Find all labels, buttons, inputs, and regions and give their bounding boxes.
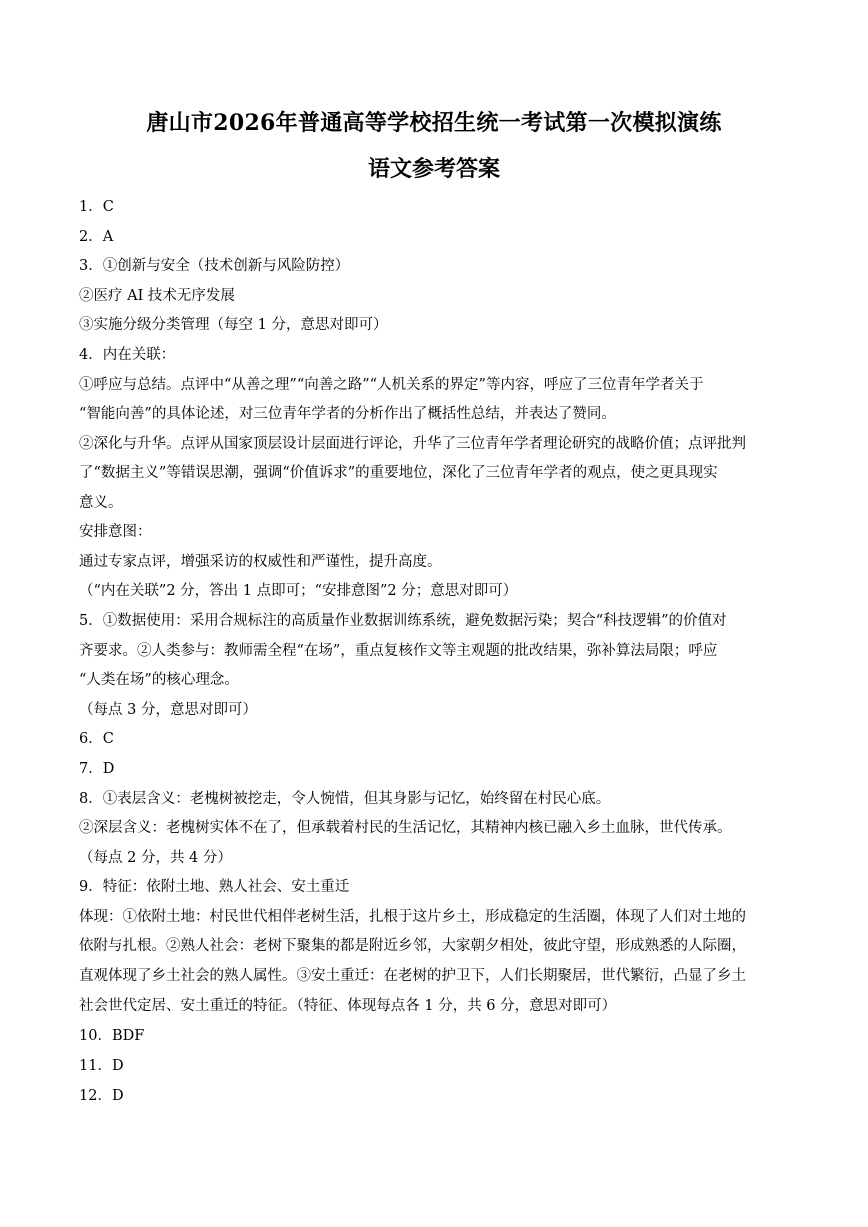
answer-5-scoring: （每点 3 分，意思对即可）: [79, 702, 257, 718]
answer-8-line-2: ②深层含义：老槐树实体不在了，但承载着村民的生活记忆，其精神内核已融入乡土血脉，世代传承。: [79, 820, 732, 836]
answer-11: 11．D: [79, 1058, 124, 1074]
answer-5: 5．①数据使用：采用合规标注的高质量作业数据训练系统，避免数据污染；契合“科技逻辑”的价值对: [79, 613, 727, 629]
answer-3-line-2: ②医疗 AI 技术无序发展: [79, 288, 235, 304]
answer-2: 2．A: [79, 229, 114, 245]
answer-5-line-2: 齐要求。②人类参与：教师需全程“在场”，重点复核作文等主观题的批改结果，弥补算法局限；呼应: [79, 643, 718, 659]
answer-9-line-2: 体现：①依附土地：村民世代相伴老树生活，扎根于这片乡土，形成稳定的生活圈，体现了人们对土地的: [79, 909, 746, 925]
answer-4-line-8: 通过专家点评，增强采访的权威性和严谨性，提升高度。: [79, 554, 442, 570]
answer-4-line-5: 了“数据主义”等错误思潮，强调“价值诉求”的重要地位，深化了三位青年学者的观点，使之更具现实: [79, 465, 718, 481]
answer-8: 8．①表层含义：老槐树被挖走，令人惋惜，但其身影与记忆，始终留在村民心底。: [79, 791, 611, 807]
answer-10: 10．BDF: [79, 1028, 145, 1044]
answer-3-line-3: ③实施分级分类管理（每空 1 分，意思对即可）: [79, 317, 388, 333]
answer-4-line-3: “智能向善”的具体论述，对三位青年学者的分析作出了概括性总结，并表达了赞同。: [79, 406, 616, 422]
answer-4-scoring: （“内在关联”2 分，答出 1 点即可；“安排意图”2 分；意思对即可）: [79, 583, 518, 599]
answer-9: 9．特征：依附土地、熟人社会、安土重迁: [79, 879, 350, 895]
answer-4-line-4: ②深化与升华。点评从国家顶层设计层面进行评论，升华了三位青年学者理论研究的战略价值；点评批判: [79, 436, 746, 452]
answer-7: 7．D: [79, 761, 115, 777]
document-title: 唐山市2026年普通高等学校招生统一考试第一次模拟演练: [146, 110, 722, 136]
answer-5-line-3: “人类在场”的核心理念。: [79, 672, 239, 688]
answer-3: 3．①创新与安全（技术创新与风险防控）: [79, 258, 350, 274]
answer-1: 1．C: [79, 199, 114, 215]
answer-4-line-7: 安排意图：: [79, 524, 152, 540]
answer-4-line-2: ①呼应与总结。点评中“从善之理”“向善之路”“人机关系的界定”等内容，呼应了三位青年学者关于: [79, 377, 704, 393]
answer-9-line-5: 社会世代定居、安土重迁的特征。（特征、体现每点各 1 分，共 6 分，意思对即可）: [79, 998, 617, 1014]
answer-4-line-6: 意义。: [79, 495, 123, 511]
answer-6: 6．C: [79, 731, 114, 747]
answer-9-line-3: 依附与扎根。②熟人社会：老树下聚集的都是附近乡邻，大家朝夕相处，彼此守望，形成熟悉的人际圈，: [79, 938, 746, 954]
answer-12: 12．D: [79, 1088, 124, 1104]
answer-8-scoring: （每点 2 分，共 4 分）: [79, 850, 232, 866]
answer-9-line-4: 直观体现了乡土社会的熟人属性。③安土重迁：在老树的护卫下，人们长期聚居，世代繁衍，凸显了乡土: [79, 968, 746, 984]
answer-4: 4．内在关联：: [79, 347, 176, 363]
document-subtitle: 语文参考答案: [367, 156, 500, 182]
